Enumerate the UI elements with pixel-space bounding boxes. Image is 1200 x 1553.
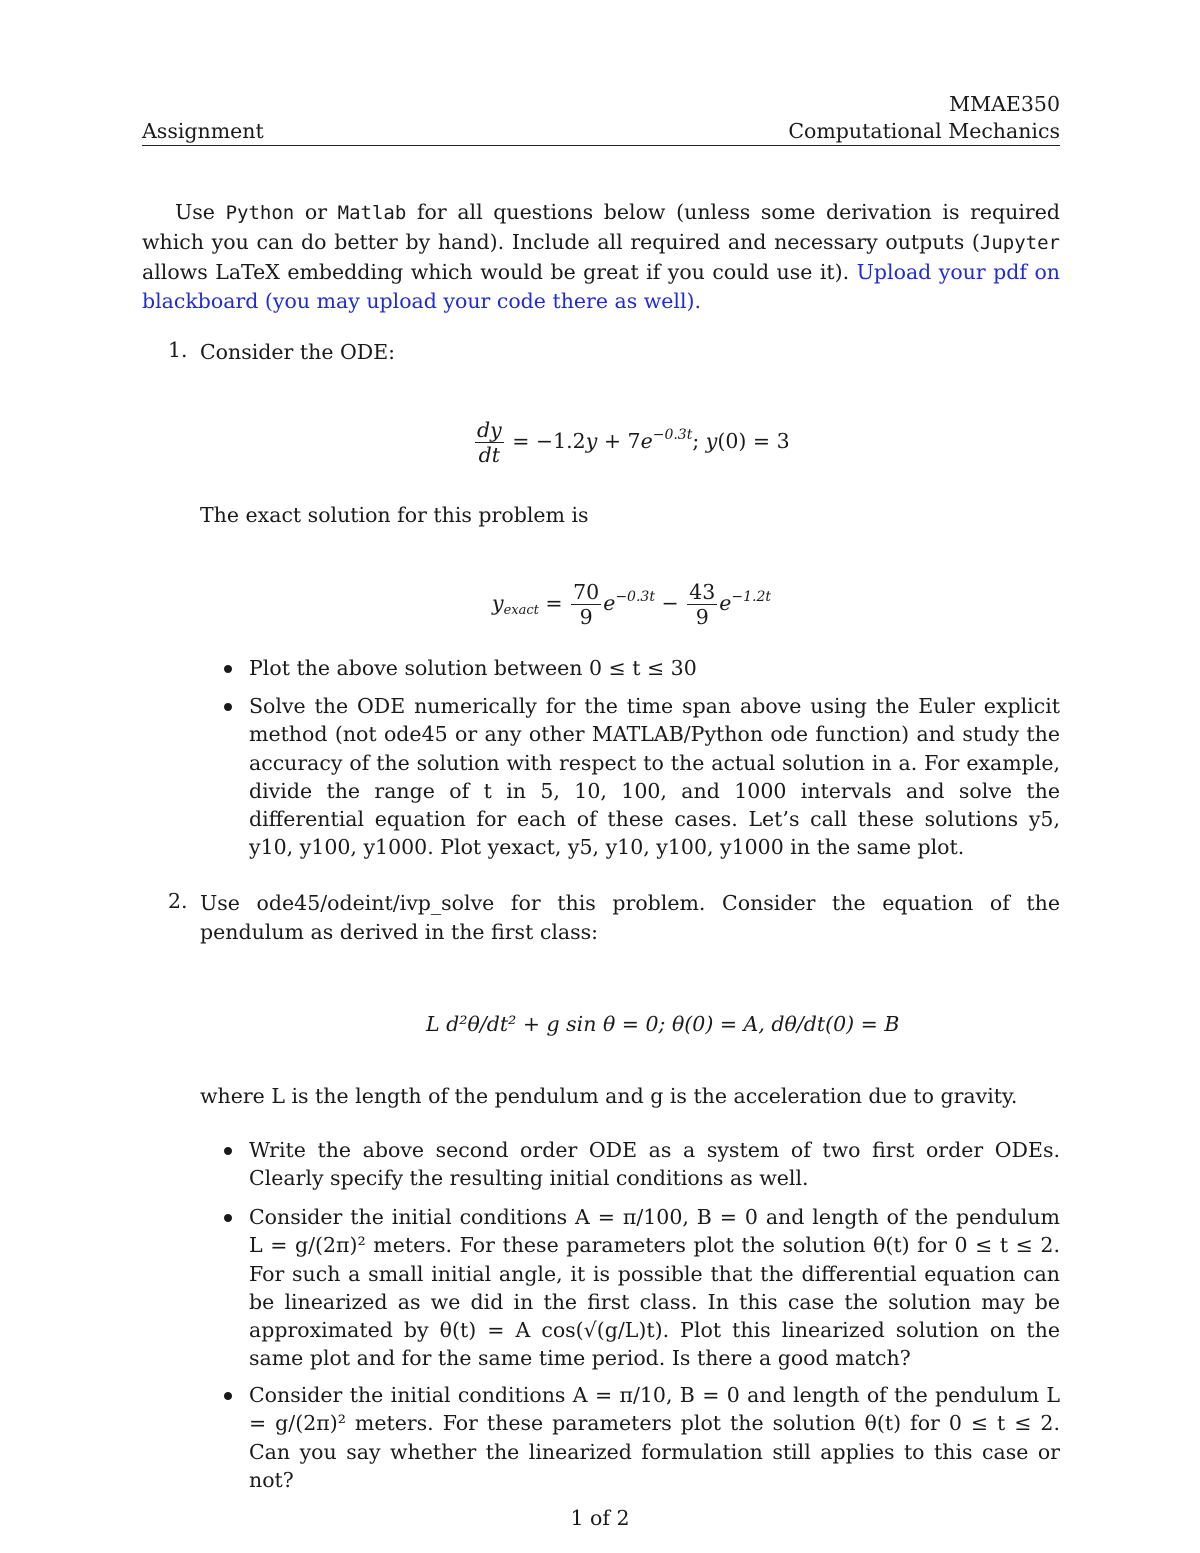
bullet-dot <box>222 656 234 668</box>
course-name: Computational Mechanics <box>788 119 1060 143</box>
q1-bullet-2: Solve the ODE numerically for the time span above using the Euler explicit method (not ode45 or any other MATLAB/Python ode function) and study the accuracy of the solution with respect to the actual solution in a. For example, divide the range of t in 5, 10, 100, and 1000 intervals and solve the differential equation for each of these cases. Let’s call these solutions y5, y10, y100, y1000. Plot yexact, y5, y10, y100, y1000 in the same plot. <box>249 694 1060 860</box>
bullet-dot <box>222 694 234 706</box>
jupyter-word: Jupyter <box>979 232 1060 254</box>
q2-bullet-3: Consider the initial conditions A = π/10, B = 0 and length of the pendulum L = g/(2π)² meters. For these parameters plot the solution θ(t) for 0 ≤ t ≤ 2. Can you say whether the linearized formulation still applies to this case or not? <box>249 1383 1060 1492</box>
python-word: Python <box>225 202 295 224</box>
course-code: MMAE350 <box>949 92 1060 116</box>
q1-number: 1. <box>168 338 188 362</box>
q2-where-text: where L is the length of the pendulum and g is the acceleration due to gravity. <box>200 1084 1018 1108</box>
q2-bullet-1: Write the above second order ODE as a system of two first order ODEs. Clearly specify the resulting initial conditions as well. <box>249 1138 1060 1191</box>
page-number: 1 of 2 <box>570 1506 630 1530</box>
pendulum-equation: L d²θ/dt² + g sin θ = 0; θ(0) = A, dθ/dt(0) = B <box>426 1012 900 1036</box>
bullet-dot <box>222 1205 234 1217</box>
q2-bullet-2: Consider the initial conditions A = π/100, B = 0 and length of the pendulum L = g/(2π)² meters. For these parameters plot the solution θ(t) for 0 ≤ t ≤ 2. For such a small initial angle, it is possible that the differential equation can be linearized as we did in the first class. In this case the solution may be approximated by θ(t) = A cos(√(g/L)t). Plot this linearized solution on the same plot and for the same time period. Is there a good match? <box>249 1205 1060 1371</box>
dy-dt-fraction: $\frac{dy}{dt}$ <box>477 418 502 467</box>
matlab-word: Matlab <box>337 202 407 224</box>
exact-solution-lead: The exact solution for this problem is <box>200 503 589 527</box>
intro-paragraph: Use Python or Matlab for all questions below (unless some derivation is required which you can do better by hand). Include all required and necessary outputs (Jupyter allows LaTeX embedding which would be great if you could use it). Upload your pdf on blackboard (you may upload your code there as well). <box>142 200 1060 313</box>
q2-number: 2. <box>168 889 188 913</box>
doc-type-label: Assignment <box>142 119 264 143</box>
q1-lead: Consider the ODE: <box>200 340 396 364</box>
exact-solution-equation: $y_{exact}$ = $\frac{70}{9}$ $e^{-0.3t}$ − $\frac{43}{9}$ $e^{-1.2t}$ <box>492 580 772 629</box>
ode-equation: $\frac{dy}{dt}$ = $-1.2y + 7e^{-0.3t}$; y(0) = 3 <box>477 418 790 467</box>
q1-bullet-1: Plot the above solution between 0 ≤ t ≤ 30 <box>249 656 697 680</box>
bullet-dot <box>222 1383 234 1395</box>
header-rule <box>142 145 1060 146</box>
q2-lead: Use ode45/odeint/ivp_solve for this problem. Consider the equation of the pendulum as derived in the first class: <box>200 891 1060 944</box>
upload-note: Upload your pdf on blackboard (you may upload your code there as well). <box>142 260 1060 313</box>
bullet-dot <box>222 1138 234 1150</box>
